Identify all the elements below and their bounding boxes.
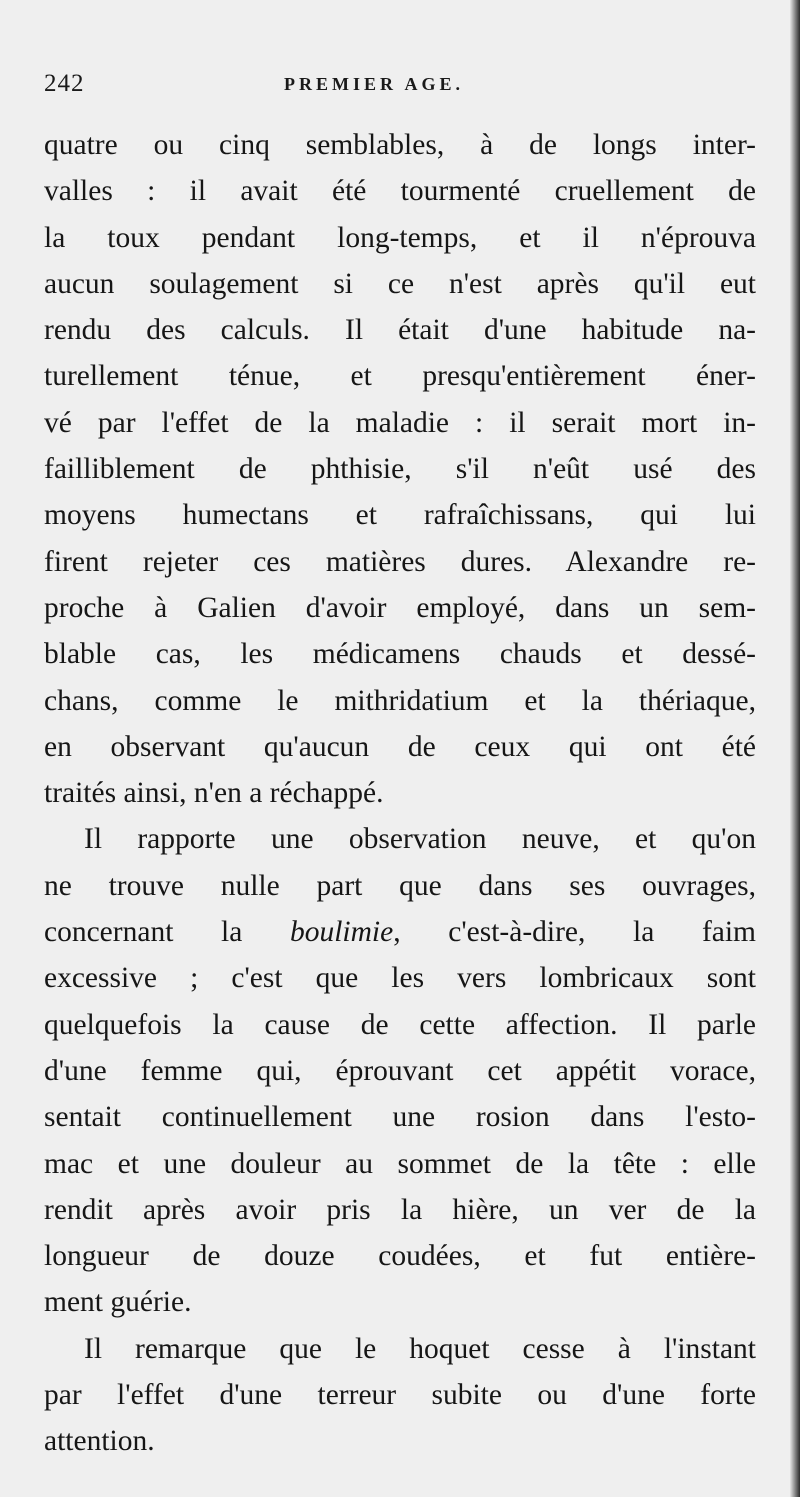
text-fragment: concernant la bbox=[44, 916, 243, 949]
text-line: ne trouve nulle part que dans ses ouvrages, bbox=[44, 869, 756, 902]
text-line: turellement ténue, et presqu'entièrement éner- bbox=[44, 360, 756, 393]
text-line: failliblement de phthisie, s'il n'eût usé des bbox=[44, 453, 756, 486]
text-line: par l'effet d'une terreur subite ou d'une forte bbox=[44, 1379, 756, 1412]
text-line: moyens humectans et rafraîchissans, qui lui bbox=[44, 499, 756, 532]
text-line: firent rejeter ces matières dures. Alexandre re- bbox=[44, 545, 756, 578]
text-line: blable cas, les médicamens chauds et dessé- bbox=[44, 638, 756, 671]
text-line: d'une femme qui, éprouvant cet appétit vorace, bbox=[44, 1054, 756, 1087]
text-line: proche à Galien d'avoir employé, dans un sem- bbox=[44, 591, 756, 624]
text-line: excessive ; c'est que les vers lombricaux sont bbox=[44, 962, 756, 995]
running-title: PREMIER AGE. bbox=[284, 74, 465, 94]
text-line: aucun soulagement si ce n'est après qu'il eut bbox=[44, 267, 756, 300]
text-line: chans, comme le mithridatium et la thériaque, bbox=[44, 684, 756, 717]
text-line-with-emphasis bbox=[44, 909, 756, 955]
text-line: la toux pendant long-temps, et il n'éprouva bbox=[44, 221, 756, 254]
page-header bbox=[44, 70, 744, 110]
text-line: quelquefois la cause de cette affection. Il parle bbox=[44, 1008, 756, 1041]
page-number: 242 bbox=[44, 70, 85, 97]
emphasized-term: boulimie bbox=[289, 916, 394, 949]
text-line: valles : il avait été tourmenté cruellement de bbox=[44, 175, 756, 208]
text-line: sentait continuellement une rosion dans l'esto- bbox=[44, 1101, 756, 1134]
text-line: vé par l'effet de la maladie : il serait mort in- bbox=[44, 406, 756, 439]
text-line: attention. bbox=[44, 1425, 155, 1458]
text-line: rendit après avoir pris la hière, un ver de la bbox=[44, 1193, 756, 1226]
text-line: longueur de douze coudées, et fut entière- bbox=[44, 1240, 756, 1273]
text-line: quatre ou cinq semblables, à de longs inter- bbox=[44, 129, 756, 161]
text-line: ment guérie. bbox=[44, 1286, 192, 1319]
page-edge-shadow bbox=[790, 0, 800, 1497]
text-line: rendu des calculs. Il était d'une habitude na- bbox=[44, 314, 756, 347]
text-fragment: , c'est-à-dire, la faim bbox=[393, 916, 757, 949]
text-line: mac et une douleur au sommet de la tête : elle bbox=[44, 1147, 756, 1180]
body-text bbox=[44, 122, 756, 1465]
paragraph-start-line: Il rapporte une observation neuve, et qu'on bbox=[84, 823, 756, 856]
text-line: traités ainsi, n'en a réchappé. bbox=[44, 777, 384, 810]
paragraph-start-line: Il remarque que le hoquet cesse à l'instant bbox=[84, 1332, 756, 1365]
text-line: en observant qu'aucun de ceux qui ont été bbox=[44, 730, 756, 763]
